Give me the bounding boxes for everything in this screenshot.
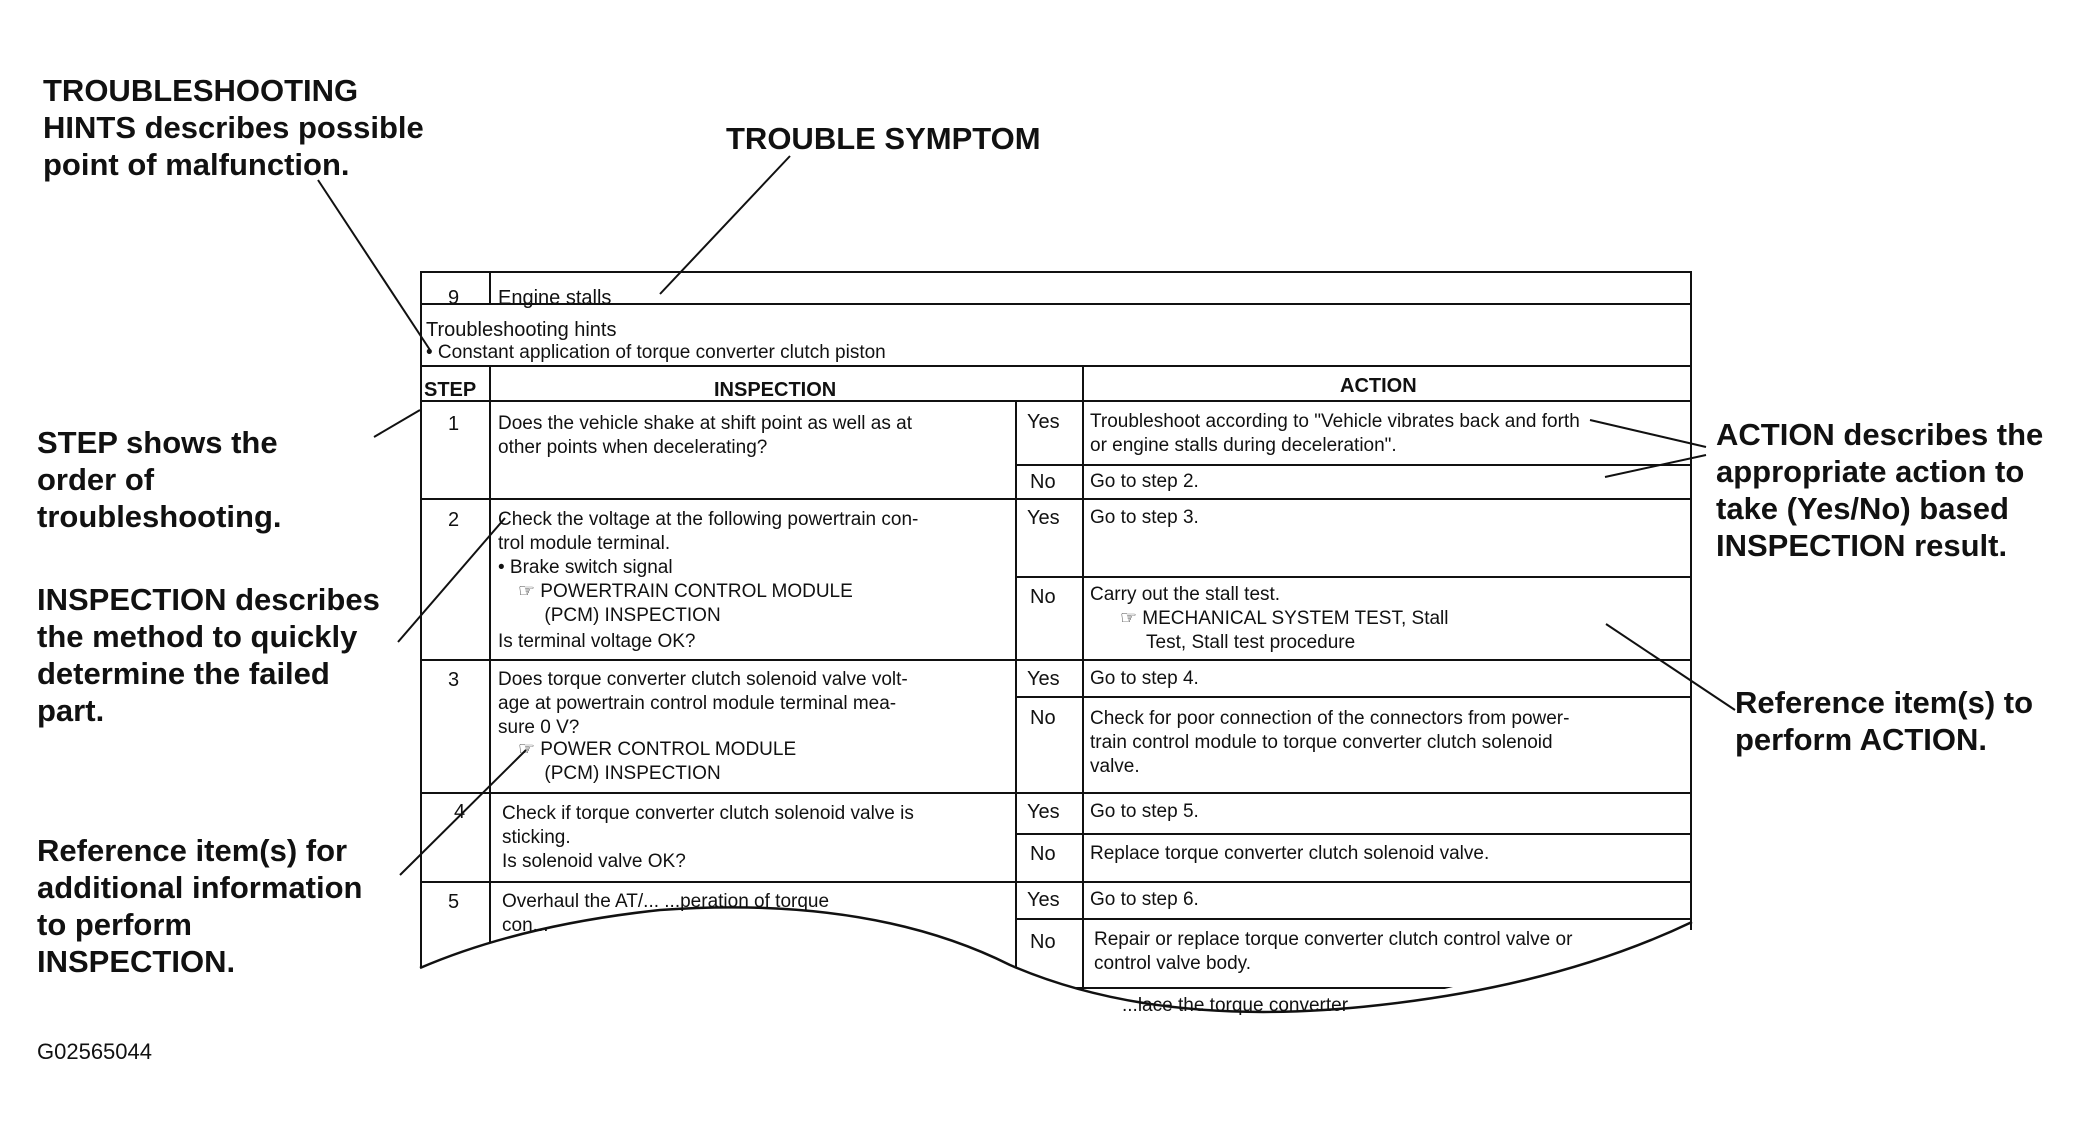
inspection-question: Is terminal voltage OK? bbox=[498, 631, 696, 652]
yes-action: Go to step 5. bbox=[1090, 801, 1199, 822]
no-label: No bbox=[1030, 843, 1056, 865]
no-action: Carry out the stall test. bbox=[1090, 584, 1281, 605]
yes-action: Go to step 3. bbox=[1090, 507, 1199, 528]
symptom-title: Engine stalls bbox=[498, 287, 612, 309]
header-inspection: INSPECTION bbox=[714, 379, 837, 401]
step-number: 4 bbox=[454, 801, 466, 823]
action-leader-top bbox=[1590, 420, 1706, 447]
yes-label: Yes bbox=[1027, 507, 1060, 529]
inspection-reference: ☞ POWER CONTROL MODULE (PCM) INSPECTION bbox=[518, 739, 797, 784]
callout-inspection: INSPECTION describes the method to quickly determine the failed part. bbox=[37, 582, 380, 728]
step-inspection: Does torque converter clutch solenoid valve volt- age at powertrain control module terminal mea- sure 0 V? bbox=[498, 669, 908, 738]
action-reference: ☞ MECHANICAL SYSTEM TEST, Stall Test, Stall test procedure bbox=[1120, 608, 1449, 653]
action-leader-bottom bbox=[1605, 455, 1706, 477]
callout-step: STEP shows the order of troubleshooting. bbox=[37, 425, 282, 534]
yes-label: Yes bbox=[1027, 411, 1060, 433]
no-action: Check for poor connection of the connectors from power- train control module to torque converter clutch solenoid valve. bbox=[1090, 708, 1570, 777]
extra-action: ...lace the torque converter bbox=[1122, 995, 1349, 1016]
step-inspection: Check if torque converter clutch solenoid valve is sticking. Is solenoid valve OK? bbox=[502, 803, 914, 872]
no-label: No bbox=[1030, 471, 1056, 493]
step-number: 3 bbox=[448, 669, 460, 691]
step-number: 2 bbox=[448, 509, 460, 531]
yes-label: Yes bbox=[1027, 801, 1060, 823]
inspection-reference: ☞ POWERTRAIN CONTROL MODULE (PCM) INSPECTION bbox=[518, 581, 853, 626]
inspection-leader bbox=[398, 518, 505, 642]
step-inspection: Check the voltage at the following powertrain con- trol module terminal. • Brake switch signal bbox=[498, 509, 919, 578]
yes-action: Go to step 6. bbox=[1090, 889, 1199, 910]
hints-leader bbox=[318, 180, 430, 350]
step-leader bbox=[374, 410, 420, 437]
yes-label: Yes bbox=[1027, 668, 1060, 690]
yes-action: Troubleshoot according to "Vehicle vibrates back and forth or engine stalls during deceleration". bbox=[1090, 411, 1580, 456]
no-action: Go to step 2. bbox=[1090, 471, 1199, 492]
step-inspection: Does the vehicle shake at shift point as well as at other points when decelerating? bbox=[498, 413, 913, 458]
no-label: No bbox=[1030, 586, 1056, 608]
no-label: No bbox=[1030, 931, 1056, 953]
step-number: 5 bbox=[448, 891, 460, 913]
header-step: STEP bbox=[424, 379, 477, 401]
reference-action-leader bbox=[1606, 624, 1735, 710]
callout-reference-action: Reference item(s) to perform ACTION. bbox=[1735, 685, 2034, 757]
step-inspection: Overhaul the AT/... ...peration of torque con... bbox=[502, 891, 830, 936]
no-action: Replace torque converter clutch solenoid valve. bbox=[1090, 843, 1490, 864]
symptom-leader bbox=[660, 156, 790, 294]
yes-action: Go to step 4. bbox=[1090, 668, 1199, 689]
yes-label: Yes bbox=[1027, 889, 1060, 911]
callout-reference-inspection: Reference item(s) for additional information to perform INSPECTION. bbox=[37, 833, 363, 979]
header-action: ACTION bbox=[1340, 375, 1417, 397]
hints-title: Troubleshooting hints bbox=[426, 319, 617, 341]
figure-id: G02565044 bbox=[37, 1039, 152, 1064]
callout-trouble-symptom: TROUBLE SYMPTOM bbox=[726, 121, 1041, 156]
step-number: 1 bbox=[448, 413, 460, 435]
no-label: No bbox=[1030, 707, 1056, 729]
hints-item: • Constant application of torque converter clutch piston bbox=[426, 342, 886, 363]
symptom-number: 9 bbox=[448, 287, 460, 309]
callout-troubleshooting-hints: TROUBLESHOOTING HINTS describes possible point of malfunction. bbox=[43, 73, 424, 182]
callout-action: ACTION describes the appropriate action to take (Yes/No) based INSPECTION result. bbox=[1716, 417, 2044, 563]
no-action: Repair or replace torque converter clutch control valve or control valve body. bbox=[1094, 929, 1573, 974]
